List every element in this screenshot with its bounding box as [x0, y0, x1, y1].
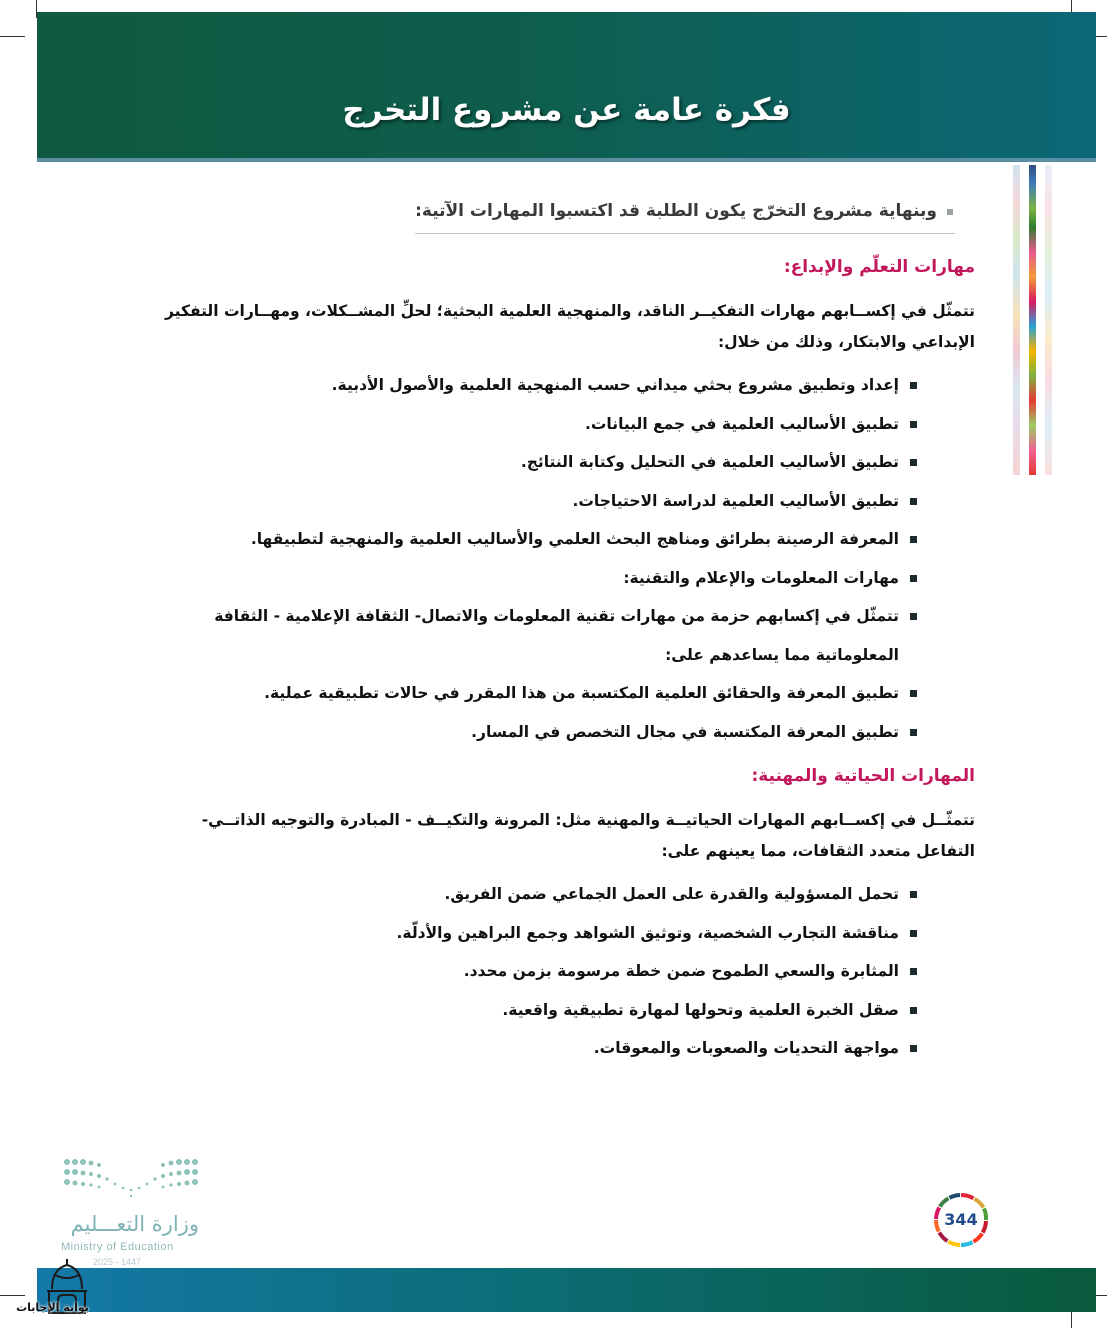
list-item: تطبيق الأساليب العلمية لدراسة الاحتياجات. — [140, 482, 917, 521]
ministry-name-english: Ministry of Education — [61, 1241, 174, 1253]
list-item: تطبيق المعرفة المكتسبة في مجال التخصص في المسار. — [140, 713, 917, 752]
stripe — [1045, 165, 1052, 475]
page-number-badge — [933, 1192, 989, 1248]
page-title: فكرة عامة عن مشروع التخرج — [342, 92, 791, 128]
ministry-name-arabic: وزارة التعـــليم — [70, 1212, 199, 1236]
decorative-stripes — [1011, 165, 1056, 475]
main-content — [140, 195, 975, 1068]
list-item: تتمثّل في إكسابهم حزمة من مهارات تقنية المعلومات والاتصال- الثقافة الإعلامية - الثقافة المعلوماتية مما يساعدهم على: — [140, 597, 917, 674]
watermark-text: بوابة الإجابات — [16, 1301, 89, 1314]
page-number: 344 — [944, 1210, 978, 1229]
list-item: إعداد وتطبيق مشروع بحثي ميداني حسب المنهجية العلمية والأصول الأدبية. — [140, 366, 917, 405]
list-item: تطبيق المعرفة والحقائق العلمية المكتسبة من هذا المقرر في حالات تطبيقية عملية. — [140, 674, 917, 713]
list-item: المثابرة والسعي الطموح ضمن خطة مرسومة بزمن محدد. — [140, 952, 917, 991]
list-item: تحمل المسؤولية والقدرة على العمل الجماعي ضمن الفريق. — [140, 875, 917, 914]
ministry-year: 2025 - 1447 — [93, 1257, 142, 1267]
bullet-list-life-skills — [140, 875, 975, 1068]
crop-mark — [0, 36, 25, 37]
list-item: صقل الخبرة العلمية وتحولها لمهارة تطبيقية واقعية. — [140, 991, 917, 1030]
section-heading-learning: مهارات التعلّم والإبداع: — [783, 257, 975, 277]
stripe — [1013, 165, 1020, 475]
section-paragraph-life-skills: تتمثّــل في إكســابهم المهارات الحياتيــة والمهنية مثل: المرونة والتكيــف - المبادرة والتوجيه الذاتــي- التفاعل متعدد الثقافات، مما يعينهم على: — [201, 811, 975, 860]
list-item: مهارات المعلومات والإعلام والتقنية: — [140, 559, 917, 598]
watermark-logo-icon — [30, 1255, 105, 1328]
intro-line: وبنهاية مشروع التخرّج يكون الطلبة قد اكتسبوا المهارات الآتية: — [415, 195, 955, 234]
ministry-dots-icon — [61, 1154, 201, 1204]
list-item: مواجهة التحديات والصعوبات والمعوقات. — [140, 1029, 917, 1068]
stripe — [1029, 165, 1036, 475]
list-item: تطبيق الأساليب العلمية في التحليل وكتابة النتائج. — [140, 443, 917, 482]
section-heading-life-skills: المهارات الحياتية والمهنية: — [751, 766, 975, 786]
section-paragraph-learning: تتمثّل في إكســابهم مهارات التفكيــر الناقد، والمنهجية العلمية البحثية؛ لحلِّ المشــكلات، ومهــارات التفكير الإبداعي والابتكار، وذلك من خلال: — [164, 302, 975, 351]
list-item: المعرفة الرصينة بطرائق ومناهج البحث العلمي والأساليب العلمية والمنهجية لتطبيقها. — [140, 520, 917, 559]
crop-mark — [0, 1295, 25, 1296]
bullet-list-learning — [140, 366, 975, 751]
list-item: مناقشة التجارب الشخصية، وتوثيق الشواهد وجمع البراهين والأدلّة. — [140, 914, 917, 953]
list-item: تطبيق الأساليب العلمية في جمع البيانات. — [140, 405, 917, 444]
title-banner — [37, 12, 1096, 162]
footer-bar — [37, 1268, 1096, 1312]
